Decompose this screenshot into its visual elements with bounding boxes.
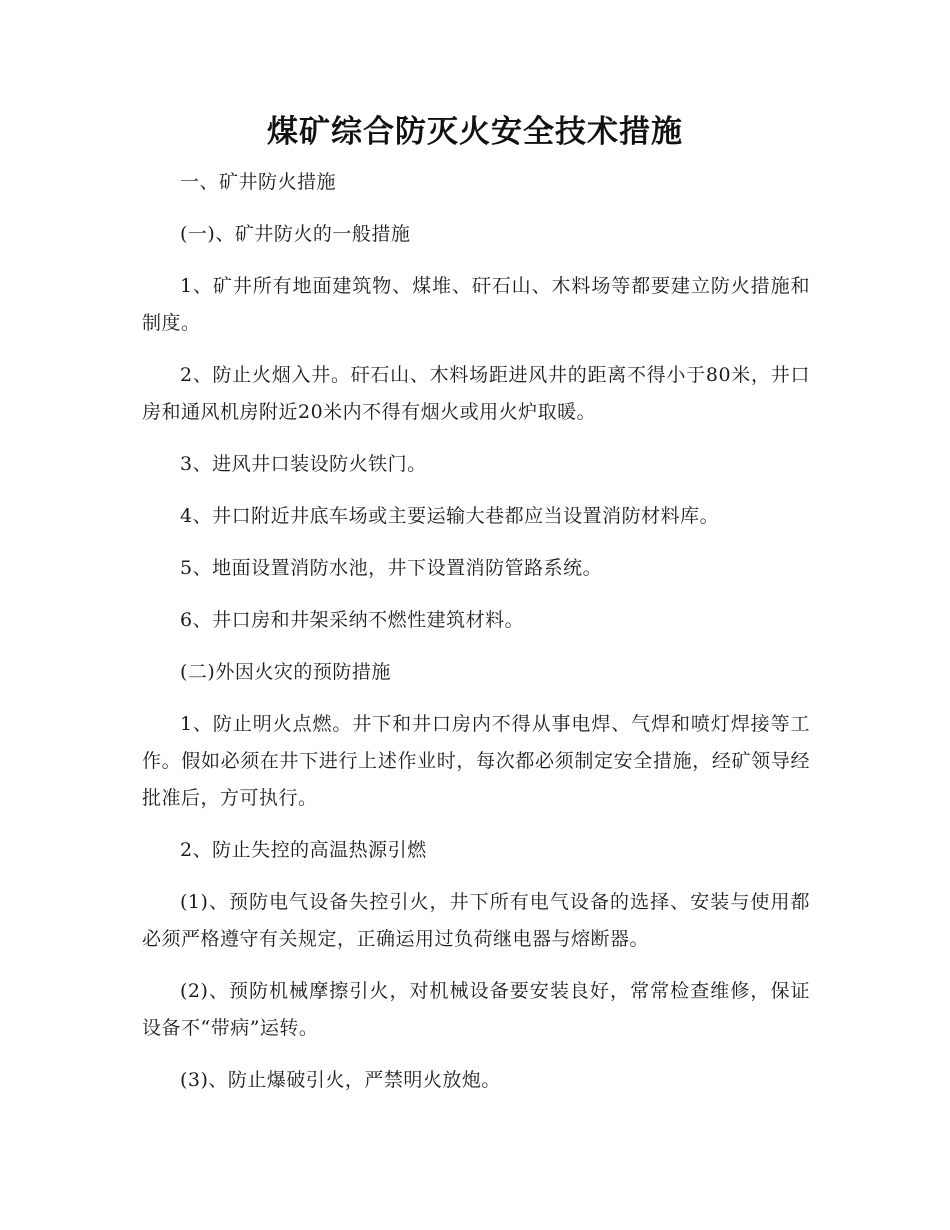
heading-subsection-1: (一)、矿井防火的一般措施 [180,223,411,245]
paragraph-item-2: 2、防止火烟入井。矸石山、木料场距进风井的距离不得小于80米，井口房和通风机房附近20米内不得有烟火或用火炉取暖。 [142,364,810,423]
paragraph-blasting: (3)、防止爆破引火，严禁明火放炮。 [180,1069,501,1091]
paragraph-item-4: 4、井口附近井底车场或主要运输大巷都应当设置消防材料库。 [180,505,720,527]
paragraph-item-3: 3、进风井口装设防火铁门。 [180,453,427,475]
paragraph-mechanical: (2)、预防机械摩擦引火，对机械设备要安装良好，常常检查维修，保证设备不“带病”运转。 [142,980,810,1039]
heading-section-1: 一、矿井防火措施 [180,171,337,193]
paragraph-item-1: 1、矿井所有地面建筑物、煤堆、矸石山、木料场等都要建立防火措施和制度。 [142,275,810,334]
document-body [142,164,810,1114]
paragraph-electrical: (1)、预防电气设备失控引火，井下所有电气设备的选择、安装与使用都必须严格遵守有关规定，正确运用过负荷继电器与熔断器。 [142,891,810,950]
paragraph-item-5: 5、地面设置消防水池，井下设置消防管路系统。 [180,557,603,579]
document-title: 煤矿综合防灭火安全技术措施 [267,114,683,150]
paragraph-heat-source: 2、防止失控的高温热源引燃 [180,839,427,861]
paragraph-item-6: 6、井口房和井架采纳不燃性建筑材料。 [180,609,525,631]
paragraph-open-fire: 1、防止明火点燃。井下和井口房内不得从事电焊、气焊和喷灯焊接等工作。假如必须在井下进行上述作业时，每次都必须制定安全措施，经矿领导经批准后，方可执行。 [142,713,810,809]
heading-subsection-2: (二)外因火灾的预防措施 [180,661,391,683]
